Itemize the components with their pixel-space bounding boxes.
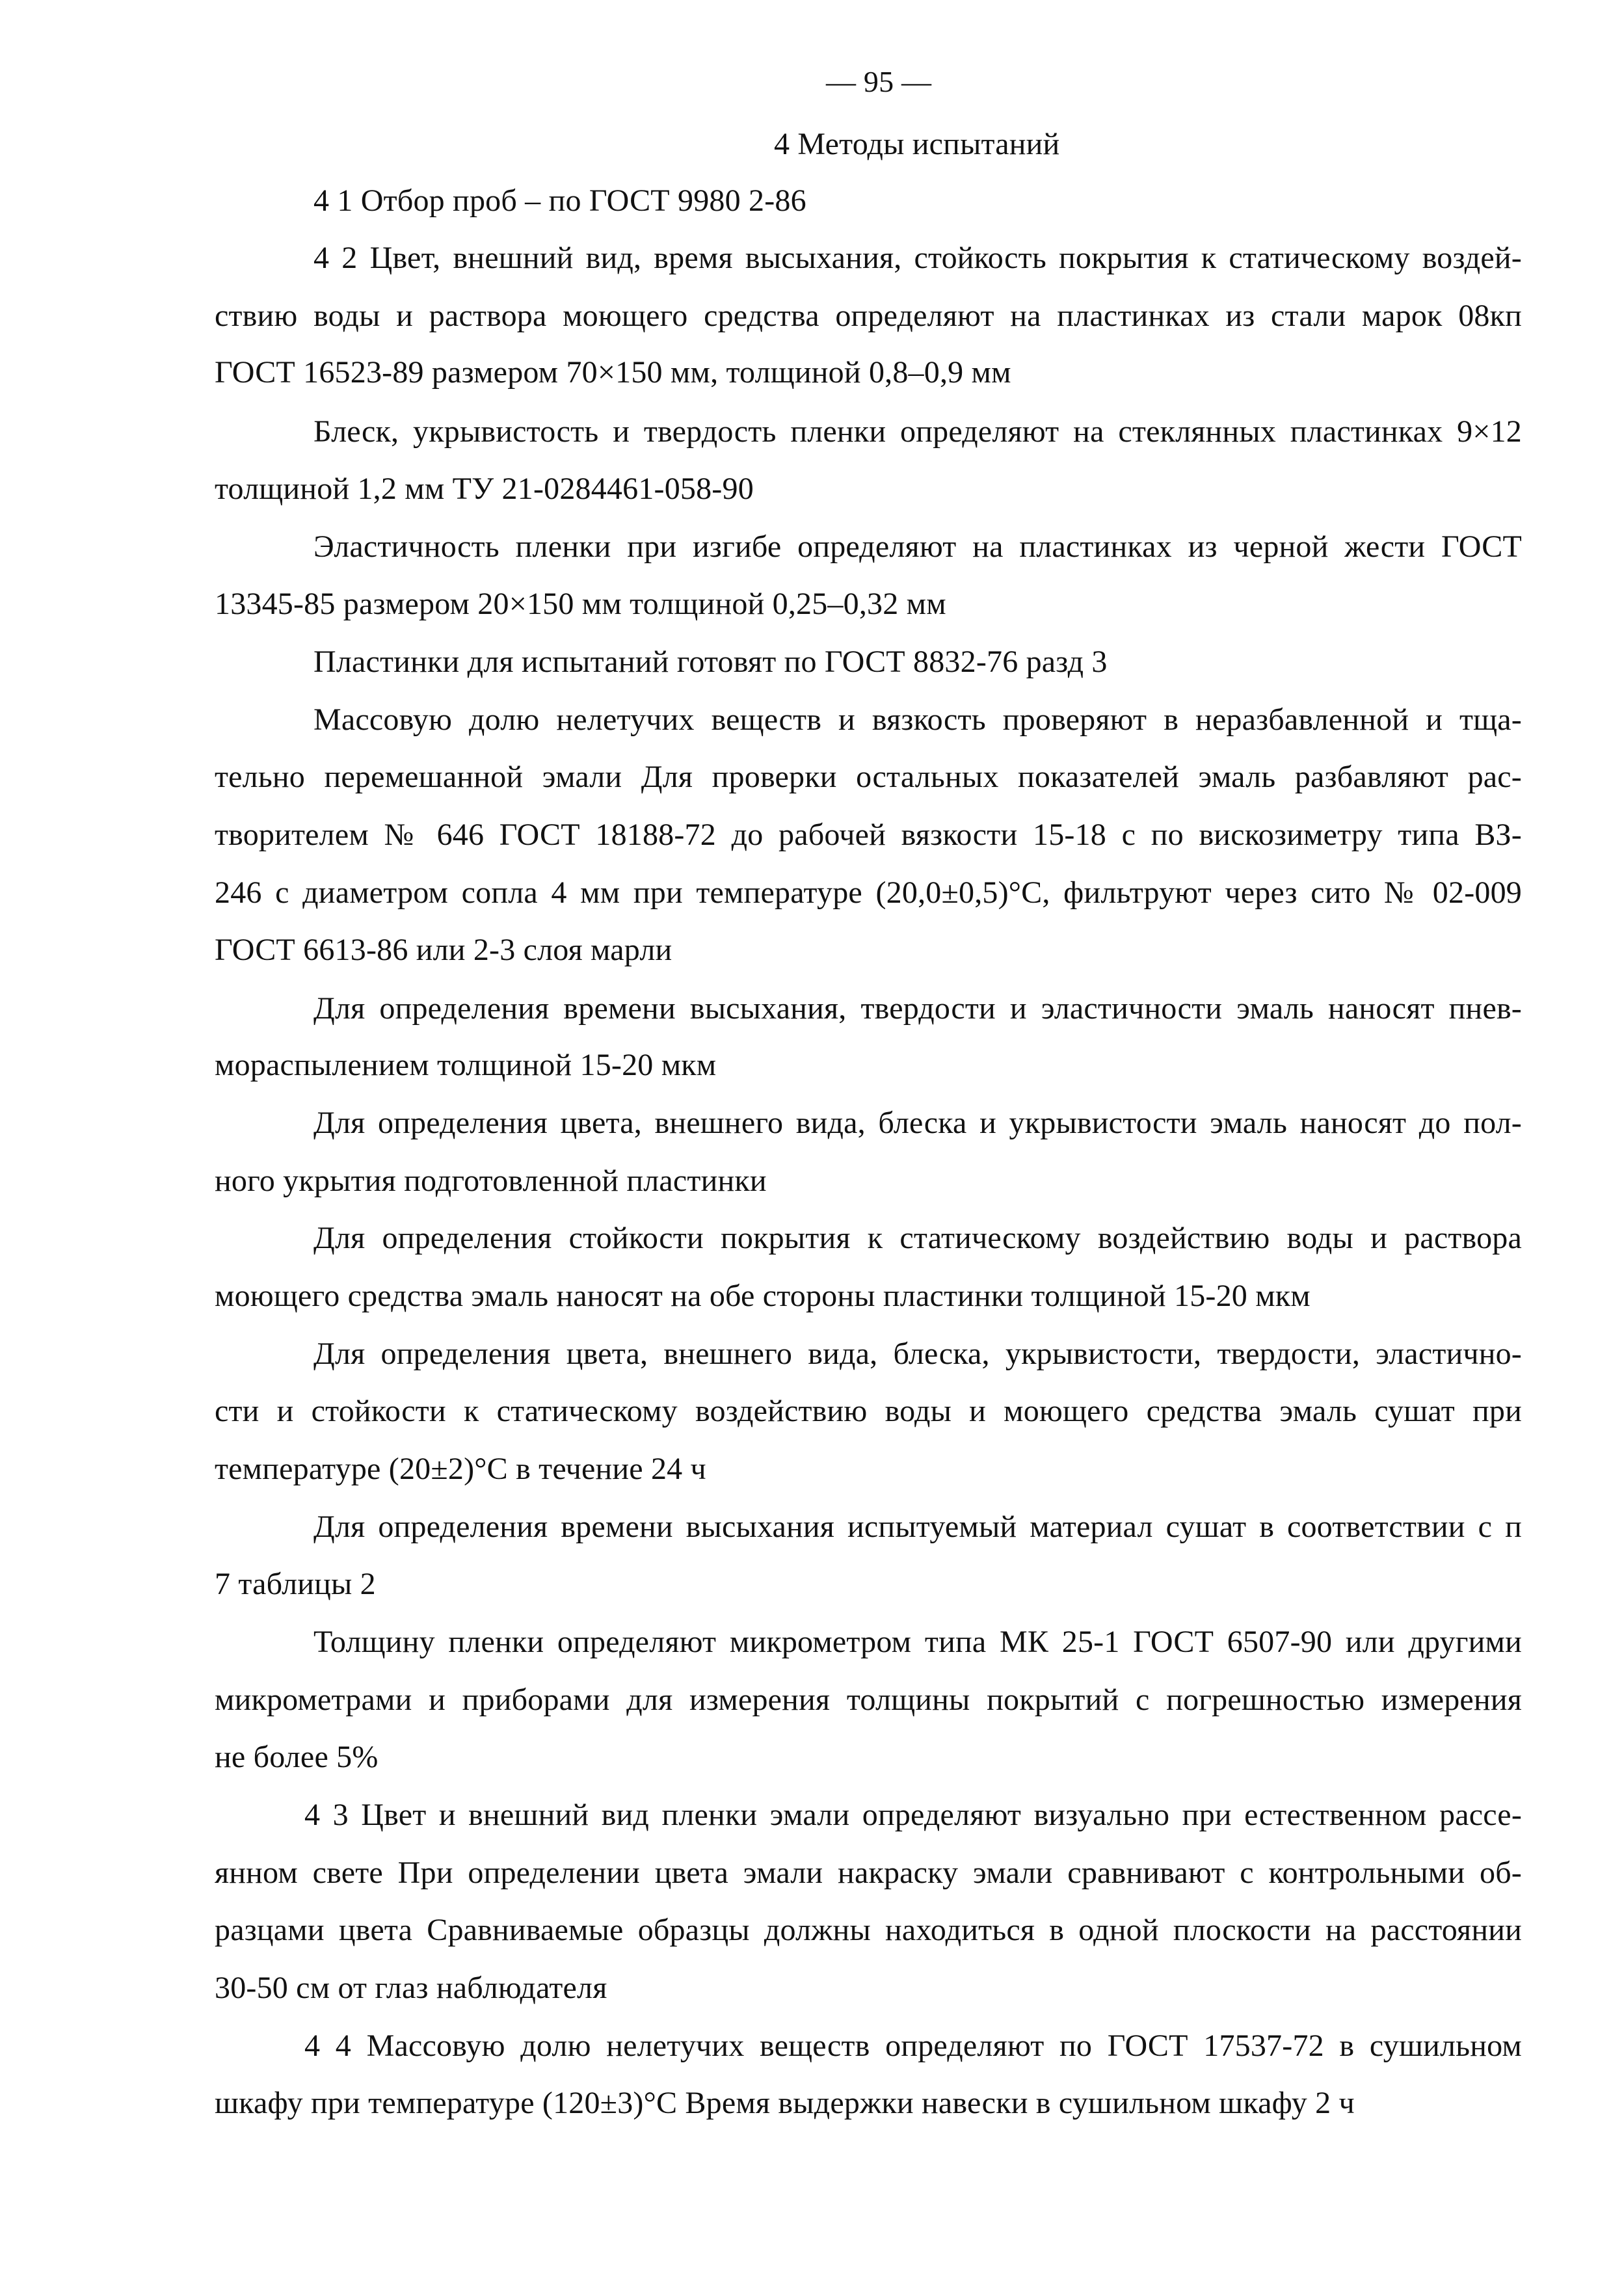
text-line: шкафу при температуре (120±3)°С Время выдержки навески в сушильном шкафу 2 ч (215, 2086, 1355, 2120)
text-line: Для определения времени высыхания, твердости и эластичности эмаль наносят пнев- (313, 991, 1522, 1026)
text-line: ного укрытия подготовленной пластинки (215, 1164, 767, 1198)
text-line: 30-50 см от глаз наблюдателя (215, 1971, 607, 2005)
text-line: янном свете При определении цвета эмали накраску эмали сравнивают с контрольными об- (215, 1856, 1522, 1890)
text-line: ГОСТ 16523-89 размером 70×150 мм, толщиной 0,8–0,9 мм (215, 355, 1011, 390)
text-line: микрометрами и приборами для измерения толщины покрытий с погрешностью измерения (215, 1683, 1522, 1717)
text-line: тельно перемешанной эмали Для проверки остальных показателей эмаль разбавляют рас- (215, 760, 1522, 794)
text-line: Блеск, укрывистость и твердость пленки определяют на стеклянных пластинках 9×12 (313, 414, 1522, 449)
text-line: мораспылением толщиной 15-20 мкм (215, 1048, 717, 1082)
text-line: разцами цвета Сравниваемые образцы должны находиться в одной плоскости на расстоянии (215, 1913, 1522, 1947)
text-line: 4 4 Массовую долю нелетучих веществ определяют по ГОСТ 17537-72 в сушильном (304, 2029, 1522, 2063)
text-line: Для определения цвета, внешнего вида, блеска и укрывистости эмаль наносят до пол- (313, 1106, 1522, 1140)
text-line: 246 с диаметром сопла 4 мм при температуре (20,0±0,5)°С, фильтруют через сито № 02-009 (215, 875, 1522, 910)
text-line: 13345-85 размером 20×150 мм толщиной 0,25–0,32 мм (215, 587, 946, 621)
text-line: 4 2 Цвет, внешний вид, время высыхания, стойкость покрытия к статическому воздей- (313, 241, 1522, 275)
text-line: Для определения времени высыхания испытуемый материал сушат в соответствии с п (313, 1510, 1522, 1544)
text-line: творителем № 646 ГОСТ 18188-72 до рабочей вязкости 15-18 с по вискозиметру типа ВЗ- (215, 818, 1522, 852)
text-line: не более 5% (215, 1740, 379, 1774)
text-line: моющего средства эмаль наносят на обе стороны пластинки толщиной 15-20 мкм (215, 1279, 1311, 1313)
text-line: ствию воды и раствора моющего средства определяют на пластинках из стали марок 08кп (215, 299, 1522, 333)
text-line: сти и стойкости к статическому воздействию воды и моющего средства эмаль сушат при (215, 1394, 1522, 1428)
text-line: температуре (20±2)°С в течение 24 ч (215, 1452, 706, 1486)
text-line: Пластинки для испытаний готовят по ГОСТ 8832-76 разд 3 (313, 645, 1108, 679)
text-line: Массовую долю нелетучих веществ и вязкость проверяют в неразбавленной и тща- (313, 702, 1522, 737)
page-number: — 95 — (826, 65, 932, 98)
section-title: 4 Методы испытаний (774, 127, 1060, 161)
text-line: 7 таблицы 2 (215, 1567, 376, 1601)
text-line: 4 1 Отбор проб – по ГОСТ 9980 2-86 (313, 183, 806, 218)
text-line: Для определения цвета, внешнего вида, блеска, укрывистости, твердости, эластично- (313, 1337, 1522, 1371)
text-line: толщиной 1,2 мм ТУ 21-0284461-058-90 (215, 472, 754, 506)
text-line: Для определения стойкости покрытия к статическому воздействию воды и раствора (313, 1221, 1522, 1255)
text-line: Эластичность пленки при изгибе определяют на пластинках из черной жести ГОСТ (313, 529, 1522, 564)
text-line: ГОСТ 6613-86 или 2-3 слоя марли (215, 933, 672, 967)
text-line: 4 3 Цвет и внешний вид пленки эмали определяют визуально при естественном рассе- (304, 1798, 1522, 1832)
text-line: Толщину пленки определяют микрометром типа МК 25-1 ГОСТ 6507-90 или другими (313, 1625, 1522, 1659)
